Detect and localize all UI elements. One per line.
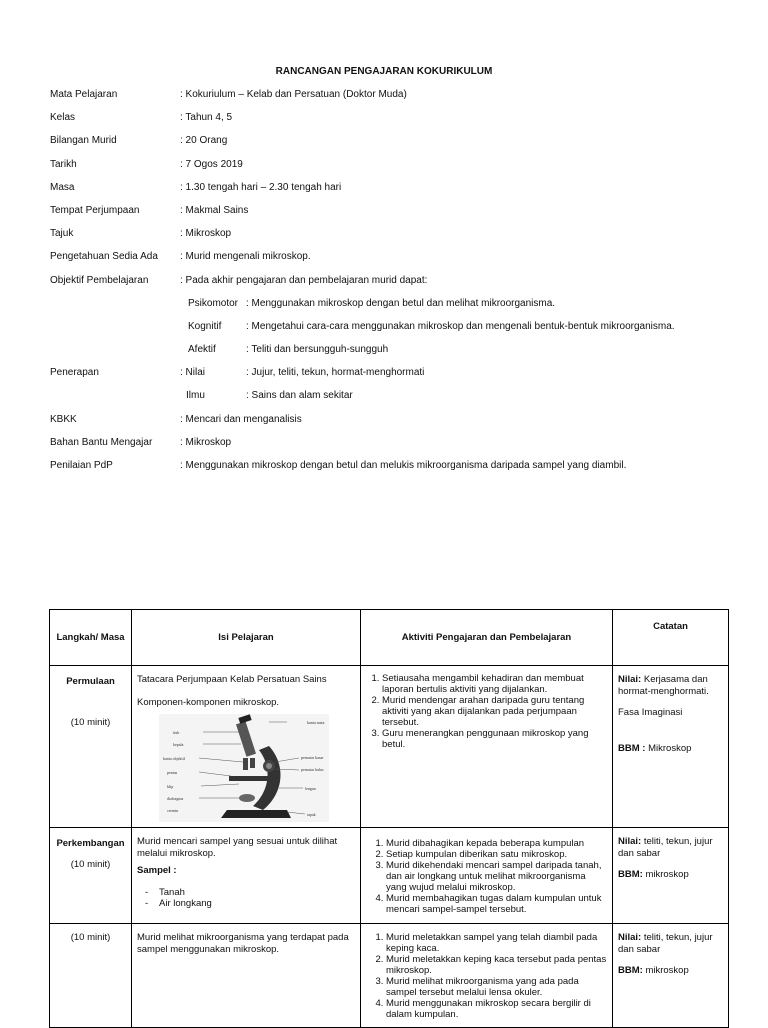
nilai-label: Nilai: <box>618 836 642 847</box>
nilai-note <box>618 836 723 859</box>
info-row-tajuk <box>50 227 750 250</box>
info-sublabel: Ilmu <box>186 390 205 402</box>
list-item: - Air longkang <box>145 898 355 909</box>
info-row-penilaian <box>50 459 750 482</box>
aktiviti-list <box>366 932 607 1020</box>
label-kepala: kepala <box>173 742 184 747</box>
label-kanta-mata: kanta mata <box>307 720 325 725</box>
aktiviti-cell <box>361 828 613 924</box>
info-label: Objektif Pembelajaran <box>50 274 149 286</box>
info-row-bahan <box>50 436 750 459</box>
label-pentas: pentas <box>167 770 178 775</box>
list-item: 3. Guru menerangkan penggunaan mikroskop yang betul. <box>382 728 607 750</box>
info-value: : Pada akhir pengajaran dan pembelajaran murid dapat: <box>180 274 428 286</box>
nilai-note <box>618 674 723 697</box>
info-label: Tarikh <box>50 158 77 170</box>
info-label: Tajuk <box>50 228 74 240</box>
aktiviti-cell <box>361 924 613 1028</box>
isi-cell <box>132 666 361 828</box>
list-item: 1. Setiausaha mengambil kehadiran dan membuat laporan bertulis aktiviti yang dijalankan. <box>382 673 607 695</box>
microscope-objective <box>243 758 248 770</box>
microscope-mirror <box>239 794 255 802</box>
info-row-masa <box>50 181 750 204</box>
microscope-base <box>221 810 291 818</box>
isi-text: Murid melihat mikroorganisma yang terdapat pada sampel menggunakan mikroskop. <box>137 932 349 955</box>
header-isi: Isi Pelajaran <box>132 610 361 666</box>
nilai-label: Nilai: <box>618 932 642 943</box>
lesson-table <box>49 609 729 1028</box>
info-row-bilangan-murid <box>50 134 750 157</box>
table-row <box>50 924 729 1028</box>
list-item: 4. Murid menggunakan mikroskop secara bergilir di dalam kumpulan. <box>386 998 607 1020</box>
label-cermin: cermin <box>167 808 179 813</box>
info-value: : Sains dan alam sekitar <box>246 390 353 402</box>
info-row-penerapan <box>50 366 750 389</box>
fasa-note: Fasa Imaginasi <box>618 707 683 718</box>
table-header-row <box>50 610 729 666</box>
label-pemutar-kasar: pemutar kasar <box>301 755 324 760</box>
label-klip: klip <box>167 784 174 789</box>
bbm-note <box>618 869 723 881</box>
info-row-afektif <box>50 343 750 366</box>
list-item: 4. Murid membahagikan tugas dalam kumpulan untuk mencari sampel-sampel tersebut. <box>386 893 607 915</box>
step-name: Perkembangan <box>56 838 125 849</box>
info-value: : Menggunakan mikroskop dengan betul dan melukis mikroorganisma daripada sampel yang diambil. <box>180 460 627 471</box>
info-value: : 20 Orang <box>180 135 228 147</box>
sampel-list <box>137 887 355 909</box>
table-row <box>50 666 729 828</box>
bbm-label: BBM : <box>618 742 646 754</box>
info-value: : Jujur, teliti, tekun, hormat-menghormati <box>246 367 425 379</box>
list-item: 3. Murid melihat mikroorganisma yang ada pada sampel tersebut melalui lensa okuler. <box>386 976 607 998</box>
list-item: 3. Murid dikehendaki mencari sampel daripada tanah, dan air longkang untuk melihat mikroorganisma yang wujud melalui mikroskop. <box>386 860 607 893</box>
info-value: : 7 Ogos 2019 <box>180 158 243 170</box>
microscope-fine-knob <box>266 763 272 769</box>
info-key: : Nilai <box>180 367 206 379</box>
info-label: Kelas <box>50 112 76 124</box>
nilai-label: Nilai: <box>618 674 642 685</box>
step-time: (10 minit) <box>70 859 111 870</box>
isi-text: Tatacara Perjumpaan Kelab Persatuan Sains <box>137 674 327 685</box>
isi-text: Murid mencari sampel yang sesuai untuk dilihat melalui mikroskop. <box>137 836 338 859</box>
info-row-kelas <box>50 111 750 134</box>
label-tiub: tiub <box>173 730 180 735</box>
isi-cell <box>132 924 361 1028</box>
info-row-kbkk <box>50 413 750 436</box>
bbm-label: BBM: <box>618 869 643 880</box>
info-value: : Menggunakan mikroskop dengan betul dan melihat mikroorganisma. <box>246 297 556 309</box>
nilai-note <box>618 932 723 955</box>
header-catatan: Catatan <box>613 610 729 666</box>
info-label: Masa <box>50 181 75 193</box>
info-label: Bilangan Murid <box>50 135 117 147</box>
isi-text: Komponen-komponen mikroskop. <box>137 697 280 708</box>
isi-cell <box>132 828 361 924</box>
info-sublabel: Kognitif <box>188 320 222 332</box>
bbm-note <box>618 743 723 755</box>
list-item: 1. Murid dibahagikan kepada beberapa kumpulan <box>386 838 607 849</box>
info-label: Tempat Perjumpaan <box>50 204 140 216</box>
info-value: : Mengetahui cara-cara menggunakan mikroskop dan mengenali bentuk-bentuk mikroorganisma. <box>246 320 675 332</box>
info-row-ilmu <box>50 389 750 412</box>
info-sublabel: Psikomotor <box>188 297 239 309</box>
catatan-cell <box>613 828 729 924</box>
info-row-kognitif <box>50 320 750 343</box>
bbm-note <box>618 965 723 977</box>
info-value: : Murid mengenali mikroskop. <box>180 251 311 263</box>
info-value: : Tahun 4, 5 <box>180 112 233 124</box>
info-row-psikomotor <box>50 297 750 320</box>
info-label: Penilaian PdP <box>50 460 113 471</box>
step-name: Permulaan <box>66 676 115 687</box>
catatan-cell <box>613 924 729 1028</box>
info-value: : 1.30 tengah hari – 2.30 tengah hari <box>180 181 342 193</box>
list-item: 2. Setiap kumpulan diberikan satu mikroskop. <box>386 849 607 860</box>
header-langkah: Langkah/ Masa <box>50 610 132 666</box>
list-item: 1. Murid meletakkan sampel yang telah diambil pada keping kaca. <box>386 932 607 954</box>
nilai-value: teliti, tekun, jujur dan sabar <box>618 836 713 859</box>
info-label: Bahan Bantu Mengajar <box>50 436 153 448</box>
aktiviti-list <box>366 838 607 915</box>
document-title: RANCANGAN PENGAJARAN KOKURIKULUM <box>275 66 493 77</box>
info-row-tempat <box>50 204 750 227</box>
step-cell <box>50 924 132 1028</box>
info-label: Pengetahuan Sedia Ada <box>50 251 158 263</box>
info-value: : Mikroskop <box>180 436 232 448</box>
info-sublabel: Afektif <box>188 344 216 356</box>
nilai-value: Kerjasama dan hormat-menghormati. <box>618 674 709 697</box>
info-value: : Kokuriulum – Kelab dan Persatuan (Doktor Muda) <box>180 89 407 100</box>
list-item: 2. Murid meletakkan keping kaca tersebut pada pentas mikroskop. <box>386 954 607 976</box>
info-label: Penerapan <box>50 367 99 379</box>
microscope-objective <box>250 758 255 768</box>
bbm-value: mikroskop <box>642 965 689 976</box>
info-value: : Makmal Sains <box>180 204 249 216</box>
bbm-value: mikroskop <box>642 869 689 880</box>
nilai-value: teliti, tekun, jujur dan sabar <box>618 932 713 955</box>
label-tapak: tapak <box>307 812 316 817</box>
step-time: (10 minit) <box>70 932 111 943</box>
info-row-objektif <box>50 274 750 297</box>
microscope-diagram <box>159 714 329 822</box>
label-diafragma: diafragma <box>167 796 184 801</box>
step-cell <box>50 666 132 828</box>
info-label: Mata Pelajaran <box>50 89 118 100</box>
header-aktiviti: Aktiviti Pengajaran dan Pembelajaran <box>361 610 613 666</box>
label-pemutar-halus: pemutar halus <box>301 767 324 772</box>
info-row-pengetahuan <box>50 250 750 273</box>
lesson-info <box>50 88 750 482</box>
table-row <box>50 828 729 924</box>
list-item: - Tanah <box>145 887 355 898</box>
step-time: (10 minit) <box>70 717 111 728</box>
microscope-stage <box>229 776 275 781</box>
info-value: : Mencari dan menganalisis <box>180 413 302 425</box>
list-item: 2. Murid mendengar arahan daripada guru tentang aktiviti yang akan dijalankan pada perjumpaan tersebut. <box>382 695 607 728</box>
info-label: KBKK <box>50 413 77 425</box>
bbm-label: BBM: <box>618 965 643 976</box>
info-row-tarikh <box>50 158 750 181</box>
catatan-cell <box>613 666 729 828</box>
aktiviti-cell <box>361 666 613 828</box>
label-kanta-objektif: kanta objektif <box>163 756 186 761</box>
step-cell <box>50 828 132 924</box>
label-lengan: lengan <box>305 786 316 791</box>
info-value: : Teliti dan bersungguh-sungguh <box>246 344 389 356</box>
sampel-label: Sampel : <box>137 865 177 876</box>
info-row-mata-pelajaran <box>50 88 750 111</box>
bbm-value: Mikroskop <box>645 742 692 754</box>
info-value: : Mikroskop <box>180 228 232 240</box>
aktiviti-list <box>366 673 607 750</box>
